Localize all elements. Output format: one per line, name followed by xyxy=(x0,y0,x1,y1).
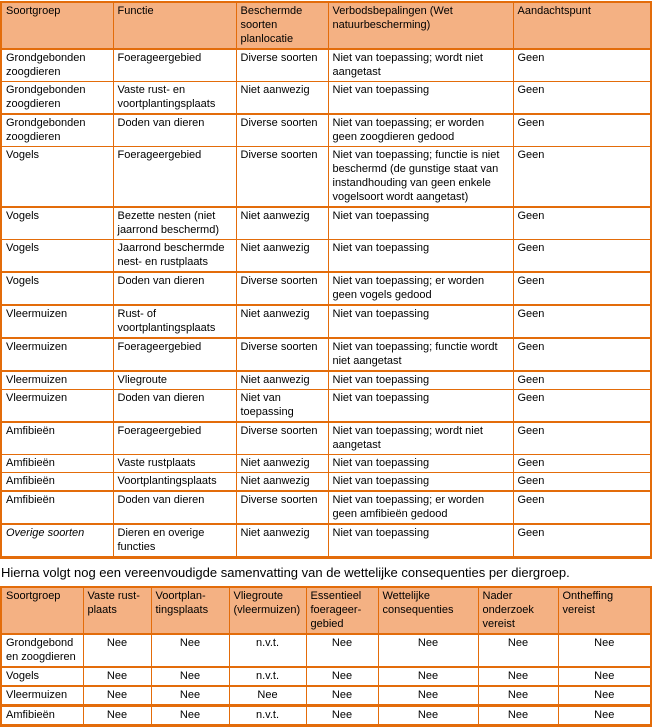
table-cell: Nee xyxy=(478,667,558,686)
table-cell: Niet van toepassing xyxy=(328,371,513,390)
table-cell: Niet van toepassing xyxy=(328,240,513,273)
table-row xyxy=(1,207,651,240)
table-cell: Geen xyxy=(513,49,651,82)
table-cell: Vaste rust- en voortplantingsplaats xyxy=(113,82,236,115)
species-assessment-table xyxy=(0,1,652,559)
table-cell: Vliegroute xyxy=(113,371,236,390)
table-cell: Grondgebonden zoogdieren xyxy=(1,114,113,147)
table-cell: Geen xyxy=(513,114,651,147)
table-cell: Nee xyxy=(306,667,378,686)
table-cell: Doden van dieren xyxy=(113,114,236,147)
table-cell: Doden van dieren xyxy=(113,272,236,305)
table-cell: Niet van toepassing xyxy=(328,455,513,473)
table-cell: Diverse soorten xyxy=(236,272,328,305)
table-row xyxy=(1,305,651,338)
table-cell: Nee xyxy=(83,667,151,686)
table-row xyxy=(1,49,651,82)
table-row xyxy=(1,371,651,390)
table-cell: Vogels xyxy=(1,207,113,240)
column-header: Soortgroep xyxy=(1,2,113,49)
column-header: Voortplan-tingsplaats xyxy=(151,587,229,634)
table-row xyxy=(1,686,651,706)
table-cell: Diverse soorten xyxy=(236,147,328,208)
table-cell: Niet aanwezig xyxy=(236,207,328,240)
table-cell: Niet van toepassing xyxy=(328,82,513,115)
column-header: Nader onderzoek vereist xyxy=(478,587,558,634)
table-cell: Vogels xyxy=(1,272,113,305)
header-row xyxy=(1,2,651,49)
table-row xyxy=(1,114,651,147)
table-cell: Niet van toepassing xyxy=(328,473,513,492)
table-cell: Amfibieën xyxy=(1,491,113,524)
table-cell: Doden van dieren xyxy=(113,491,236,524)
table-row xyxy=(1,524,651,558)
table-cell: Foerageergebied xyxy=(113,422,236,455)
table-cell: Nee xyxy=(151,667,229,686)
table-cell: Nee xyxy=(83,706,151,726)
table-cell: Foerageergebied xyxy=(113,338,236,371)
table-cell: Voortplantingsplaats xyxy=(113,473,236,492)
table-cell: Geen xyxy=(513,240,651,273)
table-cell: Niet van toepassing; er worden geen vogels gedood xyxy=(328,272,513,305)
table-row xyxy=(1,706,651,726)
table-cell: Nee xyxy=(378,706,478,726)
table-cell: Nee xyxy=(306,686,378,706)
table-cell: Geen xyxy=(513,207,651,240)
column-header: Ontheffing vereist xyxy=(558,587,651,634)
table-cell: Nee xyxy=(151,634,229,667)
table-cell: n.v.t. xyxy=(229,706,306,726)
table-row xyxy=(1,82,651,115)
table-cell: Amfibieën xyxy=(1,455,113,473)
table-cell: Niet van toepassing; er worden geen amfibieën gedood xyxy=(328,491,513,524)
table-cell: Foerageergebied xyxy=(113,147,236,208)
column-header: Soortgroep xyxy=(1,587,83,634)
table-cell: Bezette nesten (niet jaarrond beschermd) xyxy=(113,207,236,240)
table-cell: Overige soorten xyxy=(1,524,113,558)
table-cell: Nee xyxy=(558,667,651,686)
table-cell: Geen xyxy=(513,473,651,492)
table-cell: Amfibieën xyxy=(1,706,83,726)
table-cell: Nee xyxy=(558,686,651,706)
table-cell: Niet van toepassing xyxy=(328,207,513,240)
table-cell: Nee xyxy=(83,686,151,706)
table-row xyxy=(1,667,651,686)
table-cell: Vleermuizen xyxy=(1,338,113,371)
table-cell: Vaste rustplaats xyxy=(113,455,236,473)
table-cell: Vleermuizen xyxy=(1,390,113,423)
table-cell: Doden van dieren xyxy=(113,390,236,423)
table-cell: Niet van toepassing; er worden geen zoogdieren gedood xyxy=(328,114,513,147)
table-cell: Geen xyxy=(513,338,651,371)
header-row xyxy=(1,587,651,634)
table-cell: Nee xyxy=(306,634,378,667)
column-header: Aandachtspunt xyxy=(513,2,651,49)
table-cell: Nee xyxy=(378,686,478,706)
table-cell: Niet van toepassing; wordt niet aangetast xyxy=(328,49,513,82)
intro-text: Hierna volgt nog een vereenvoudigde samenvatting van de wettelijke consequenties per diergroep. xyxy=(1,565,570,580)
table-cell: Niet van toepassing; functie wordt niet aangetast xyxy=(328,338,513,371)
table-cell: Nee xyxy=(478,634,558,667)
table-row xyxy=(1,473,651,492)
table-cell: Vogels xyxy=(1,240,113,273)
table-cell: Diverse soorten xyxy=(236,422,328,455)
table-cell: Foerageergebied xyxy=(113,49,236,82)
table-cell: Vleermuizen xyxy=(1,686,83,706)
table-cell: n.v.t. xyxy=(229,634,306,667)
table-cell: Nee xyxy=(306,706,378,726)
table-cell: Nee xyxy=(478,706,558,726)
table-cell: Amfibieën xyxy=(1,422,113,455)
table-cell: Niet van toepassing xyxy=(328,524,513,558)
table-cell: Vleermuizen xyxy=(1,305,113,338)
table-cell: Geen xyxy=(513,272,651,305)
table-row xyxy=(1,634,651,667)
table-cell: Niet aanwezig xyxy=(236,473,328,492)
table-cell: Grondgebonden zoogdieren xyxy=(1,82,113,115)
table-cell: Niet van toepassing xyxy=(328,390,513,423)
column-header: Wettelijke consequenties xyxy=(378,587,478,634)
table-cell: Niet aanwezig xyxy=(236,240,328,273)
table-cell: Niet van toepassing xyxy=(328,305,513,338)
table-cell: Nee xyxy=(151,686,229,706)
table-cell: Geen xyxy=(513,455,651,473)
table-row xyxy=(1,491,651,524)
table-row xyxy=(1,422,651,455)
column-header: Vaste rust-plaats xyxy=(83,587,151,634)
table-cell: Niet aanwezig xyxy=(236,524,328,558)
table-cell: Geen xyxy=(513,422,651,455)
column-header: Verbodsbepalingen (Wet natuurbescherming) xyxy=(328,2,513,49)
legal-summary-table xyxy=(0,586,652,727)
table-row xyxy=(1,147,651,208)
table-cell: Dieren en overige functies xyxy=(113,524,236,558)
table-cell: Niet aanwezig xyxy=(236,371,328,390)
table-cell: Amfibieën xyxy=(1,473,113,492)
table-row xyxy=(1,338,651,371)
table-cell: Vogels xyxy=(1,147,113,208)
table-cell: Nee xyxy=(558,634,651,667)
table-cell: Geen xyxy=(513,491,651,524)
table-row xyxy=(1,390,651,423)
table-cell: Nee xyxy=(478,686,558,706)
table-cell: Jaarrond beschermde nest- en rustplaats xyxy=(113,240,236,273)
table-cell: Nee xyxy=(83,634,151,667)
table-cell: Grondgebonden zoogdieren xyxy=(1,634,83,667)
table-cell: Diverse soorten xyxy=(236,49,328,82)
table-cell: Nee xyxy=(229,686,306,706)
table-cell: Diverse soorten xyxy=(236,491,328,524)
table-cell: Nee xyxy=(378,634,478,667)
table-cell: Geen xyxy=(513,147,651,208)
table-cell: Niet aanwezig xyxy=(236,305,328,338)
table-cell: Geen xyxy=(513,390,651,423)
column-header: Beschermde soorten planlocatie xyxy=(236,2,328,49)
table-cell: Rust- of voortplantingsplaats xyxy=(113,305,236,338)
table-cell: Nee xyxy=(378,667,478,686)
table-row xyxy=(1,455,651,473)
table-cell: Geen xyxy=(513,371,651,390)
table-cell: Geen xyxy=(513,524,651,558)
table-cell: Diverse soorten xyxy=(236,338,328,371)
table-cell: Vleermuizen xyxy=(1,371,113,390)
table-cell: Niet van toepassing; functie is niet beschermd (de gunstige staat van instandhouding van geen enkele vogelsoort wordt aangetast) xyxy=(328,147,513,208)
table-cell: n.v.t. xyxy=(229,667,306,686)
table-cell: Vogels xyxy=(1,667,83,686)
table-cell: Niet aanwezig xyxy=(236,455,328,473)
column-header: Vliegroute (vleermuizen) xyxy=(229,587,306,634)
column-header: Essentieel foerageer-gebied xyxy=(306,587,378,634)
table-cell: Nee xyxy=(151,706,229,726)
table-cell: Niet aanwezig xyxy=(236,82,328,115)
table-row xyxy=(1,272,651,305)
table-cell: Niet van toepassing xyxy=(236,390,328,423)
table-row xyxy=(1,240,651,273)
column-header: Functie xyxy=(113,2,236,49)
table-cell: Diverse soorten xyxy=(236,114,328,147)
table-cell: Geen xyxy=(513,82,651,115)
table-cell: Grondgebonden zoogdieren xyxy=(1,49,113,82)
table-cell: Geen xyxy=(513,305,651,338)
table-cell: Niet van toepassing; wordt niet aangetast xyxy=(328,422,513,455)
table-cell: Nee xyxy=(558,706,651,726)
